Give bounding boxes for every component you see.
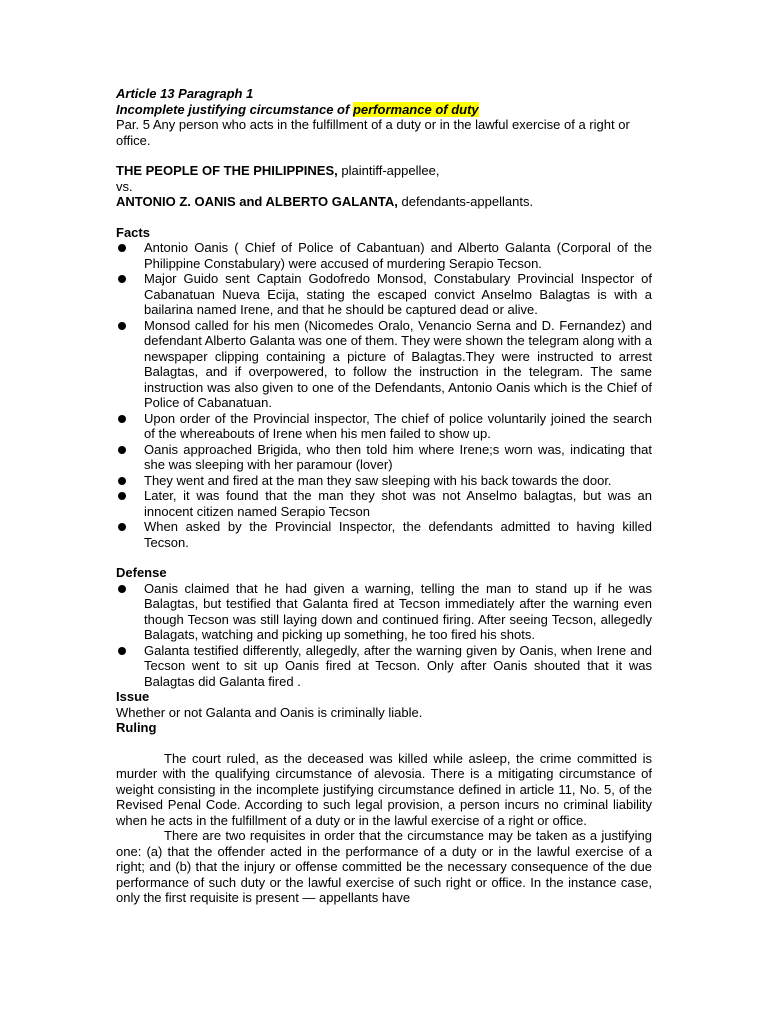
spacer: [116, 148, 652, 163]
issue-heading: Issue: [116, 689, 150, 704]
bullet-icon: [118, 477, 126, 485]
fact-item: [116, 488, 652, 519]
bullet-icon: [118, 415, 126, 423]
facts-list: [116, 240, 652, 550]
paragraph-5-text: Par. 5 Any person who acts in the fulfillment of a duty or in the lawful exercise of a right or office.: [116, 117, 630, 148]
fact-text: When asked by the Provincial Inspector, the defendants admitted to having killed Tecson.: [144, 519, 652, 550]
ruling-paragraph-2: There are two requisites in order that the circumstance may be taken as a justifying one: (a) that the offender acted in the performance of a duty or in the lawful exercise of a right; and (b) that the injury or offense committed be the necessary consequence of the due performance of such duty or the lawful exercise of such right or office. In the instance case, only the first requisite is present — appellants have: [116, 828, 652, 905]
ruling-heading: Ruling: [116, 720, 157, 735]
bullet-icon: [118, 275, 126, 283]
bullet-icon: [118, 322, 126, 330]
bullet-icon: [118, 523, 126, 531]
fact-text: Upon order of the Provincial inspector, The chief of police voluntarily joined the search of the whereabouts of Irene when his men failed to show up.: [144, 410, 652, 441]
fact-text: They went and fired at the man they saw sleeping with his back towards the door.: [144, 472, 612, 488]
fact-text: Oanis approached Brigida, who then told him where Irene;s worn was, indicating that she was sleeping with her paramour (lover): [144, 441, 652, 472]
fact-item: [116, 519, 652, 550]
case-defendants: [116, 194, 652, 210]
fact-text: Major Guido sent Captain Godofredo Monsod, Constabulary Provincial Inspector of Cabanatuan Nueva Ecija, stating the escaped convict Anselmo Balagtas is with a bailarina named Irene, and that he should be captured dead or alive.: [144, 271, 652, 317]
defendants-name: ANTONIO Z. OANIS and ALBERTO GALANTA,: [116, 194, 398, 209]
fact-text: Antonio Oanis ( Chief of Police of Cabantuan) and Alberto Galanta (Corporal of the Philippine Constabulary) were accused of murdering Serapio Tecson.: [144, 240, 652, 271]
ruling-paragraph-1: The court ruled, as the deceased was killed while asleep, the crime committed is murder with the qualifying circumstance of alevosia. There is a mitigating circumstance of weight consisting in the incomplete justifying circumstance defined in article 11, No. 5, of the Revised Penal Code. According to such legal provision, a person incurs no criminal liability when he acts in the fulfillment of a duty or in the lawful exercise of a right or office.: [116, 750, 652, 828]
fact-item: [116, 271, 652, 318]
spacer: [116, 550, 652, 565]
plaintiff-role: plaintiff-appellee,: [337, 163, 440, 178]
defense-text: Galanta testified differently, allegedly, after the warning given by Oanis, when Irene and Tecson went to sit up Oanis fired at Tecson. Only after Oanis shouted that it was Balagtas did Galanta fired .: [144, 642, 652, 689]
bullet-icon: [118, 446, 126, 454]
bullet-icon: [118, 585, 126, 593]
defendants-role: defendants-appellants.: [397, 194, 534, 209]
plaintiff-name: THE PEOPLE OF THE PHILIPPINES,: [116, 163, 338, 178]
title-line-1: Article 13 Paragraph 1: [116, 86, 254, 101]
bullet-icon: [118, 492, 126, 500]
bullet-icon: [118, 647, 126, 655]
issue-text: Whether or not Galanta and Oanis is criminally liable.: [116, 704, 423, 720]
spacer: [116, 736, 652, 751]
fact-item: [116, 318, 652, 411]
defense-text: Oanis claimed that he had given a warning, telling the man to stand up if he was Balagtas, but testified that Galanta fired at Tecson immediately after the warning even though Tecson was still laying down and continued firing. After seeing Tecson, allegedly Balagats, watching and picking up something, he too fired his shots.: [144, 580, 652, 642]
spacer: [116, 210, 652, 225]
fact-item: [116, 411, 652, 442]
highlighted-phrase: performance of duty: [352, 101, 479, 117]
fact-item: [116, 473, 652, 489]
fact-text: Monsod called for his men (Nicomedes Oralo, Venancio Serna and D. Fernandez) and defendant Alberto Galanta was one of them. They were shown the telegram along with a newspaper clipping containing a picture of Balagtas.They were instructed to arrest Balagtas, and if overpowered, to follow the instruction in the telegram. The same instruction was also given to one of the Defendants, Antonio Oanis which is the Chief of Police of Cabanatuan.: [144, 317, 652, 410]
fact-item: [116, 442, 652, 473]
case-versus: vs.: [116, 178, 133, 194]
case-plaintiff: [116, 163, 652, 179]
title-prefix: Incomplete justifying circumstance of: [116, 101, 353, 117]
defense-list: [116, 581, 652, 690]
defense-item: [116, 581, 652, 643]
fact-text: Later, it was found that the man they shot was not Anselmo balagtas, but was an innocent citizen named Serapio Tecson: [144, 488, 652, 519]
defense-item: [116, 643, 652, 690]
fact-item: [116, 240, 652, 271]
facts-heading: Facts: [116, 224, 150, 240]
bullet-icon: [118, 244, 126, 252]
defense-heading: Defense: [116, 565, 167, 580]
document-body: [116, 86, 652, 906]
title-line-2: [116, 102, 652, 118]
